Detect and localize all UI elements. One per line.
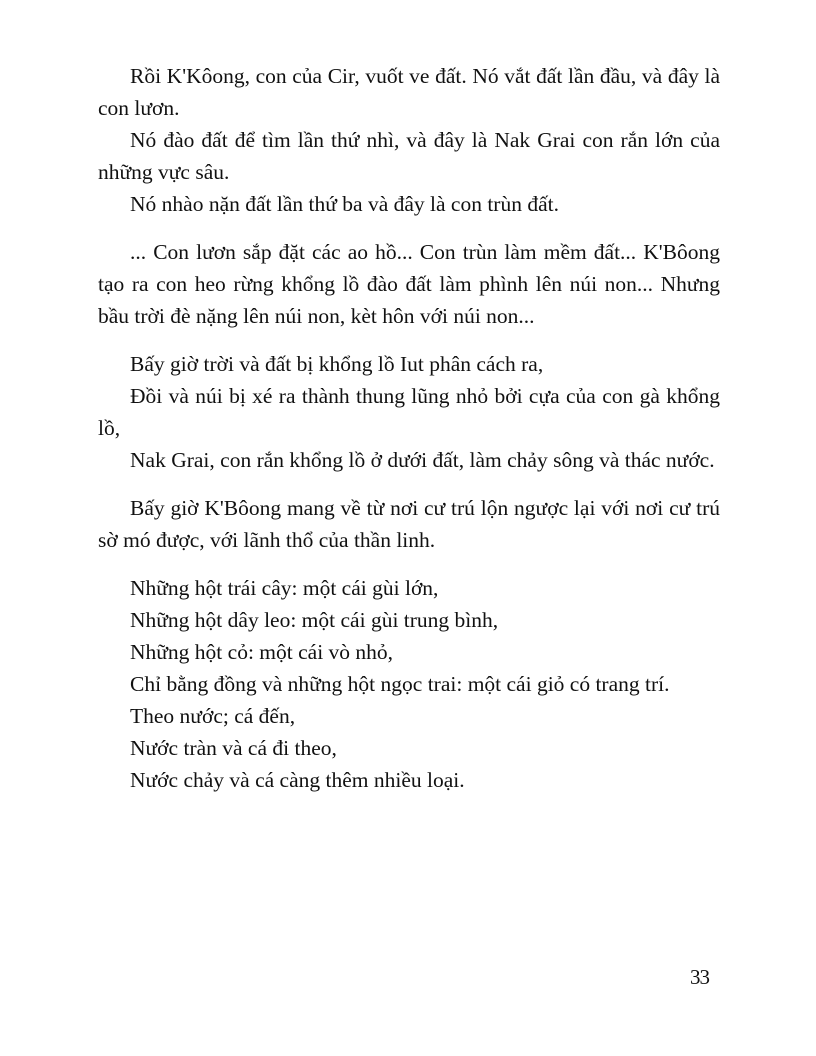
verse-line: Những hột cỏ: một cái vò nhỏ, bbox=[130, 640, 394, 664]
verse-line: Nước tràn và cá đi theo, bbox=[130, 736, 337, 760]
page-body bbox=[98, 60, 720, 812]
verse-line: Theo nước; cá đến, bbox=[130, 704, 296, 728]
verse-line: Bấy giờ K'Bôong mang về từ nơi cư trú lộn ngược lại với nơi cư trú sờ mó được, với lãnh thổ của thần linh. bbox=[98, 496, 720, 552]
verse-line: Nak Grai, con rắn khổng lồ ở dưới đất, làm chảy sông và thác nước. bbox=[130, 448, 715, 472]
stanza-2 bbox=[98, 236, 720, 332]
verse-line: Đồi và núi bị xé ra thành thung lũng nhỏ bởi cựa của con gà khổng lồ, bbox=[98, 384, 720, 440]
verse-line: Chỉ bằng đồng và những hột ngọc trai: một cái giỏ có trang trí. bbox=[130, 672, 670, 696]
page-number: 33 bbox=[690, 965, 709, 989]
stanza-5 bbox=[98, 572, 720, 796]
stanza-1 bbox=[98, 60, 720, 220]
verse-line: Những hột trái cây: một cái gùi lớn, bbox=[130, 576, 439, 600]
verse-line: ... Con lươn sắp đặt các ao hồ... Con trùn làm mềm đất... K'Bôong tạo ra con heo rừng khổng lồ đào đất làm phình lên núi non... Nhưng bầu trời đè nặng lên núi non, kèt hôn với núi non... bbox=[98, 240, 720, 328]
verse-line: Rồi K'Kôong, con của Cir, vuốt ve đất. Nó vắt đất lần đầu, và đây là con lươn. bbox=[98, 64, 720, 120]
verse-line: Những hột dây leo: một cái gùi trung bình, bbox=[130, 608, 499, 632]
verse-line: Nó đào đất để tìm lần thứ nhì, và đây là Nak Grai con rắn lớn của những vực sâu. bbox=[98, 128, 720, 184]
verse-line: Nó nhào nặn đất lần thứ ba và đây là con trùn đất. bbox=[130, 192, 559, 216]
verse-line: Nước chảy và cá càng thêm nhiều loại. bbox=[130, 768, 465, 792]
verse-line: Bấy giờ trời và đất bị khổng lồ Iut phân cách ra, bbox=[130, 352, 544, 376]
stanza-3 bbox=[98, 348, 720, 476]
stanza-4 bbox=[98, 492, 720, 556]
